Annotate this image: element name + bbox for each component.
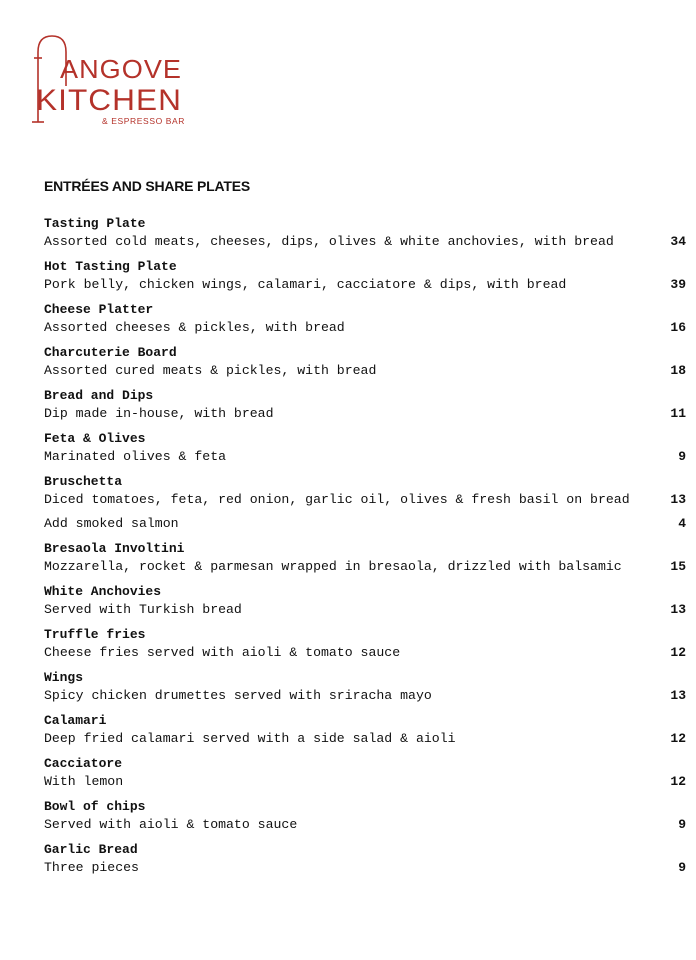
menu-item-name: Feta & Olives xyxy=(44,431,146,446)
menu-item-description: Cheese fries served with aioli & tomato sauce xyxy=(44,645,401,660)
menu-item-name: Garlic Bread xyxy=(44,842,138,857)
section-title: ENTRÉES AND SHARE PLATES xyxy=(44,178,250,194)
menu-item-price: 12 xyxy=(670,774,686,789)
menu-item-name: Charcuterie Board xyxy=(44,345,177,360)
menu-item-price: 9 xyxy=(678,817,686,832)
menu-item-price: 18 xyxy=(670,363,686,378)
menu-item-description: Assorted cheeses & pickles, with bread xyxy=(44,320,345,335)
menu-item xyxy=(44,215,686,251)
menu-item xyxy=(44,258,686,294)
menu-item-price: 9 xyxy=(678,449,686,464)
menu-item-price: 9 xyxy=(678,860,686,875)
logo-line1: ANGOVE xyxy=(60,54,182,84)
menu-item-price: 4 xyxy=(678,516,686,531)
menu-item-description: Pork belly, chicken wings, calamari, cacciatore & dips, with bread xyxy=(44,277,567,292)
menu-item xyxy=(44,626,686,662)
menu-item-name: Hot Tasting Plate xyxy=(44,259,177,274)
menu-item xyxy=(44,387,686,423)
menu-item-name: Calamari xyxy=(44,713,107,728)
menu-list xyxy=(44,215,686,877)
menu-item-name: White Anchovies xyxy=(44,584,162,599)
menu-item-price: 12 xyxy=(670,731,686,746)
menu-item-name: Bresaola Involtini xyxy=(44,541,185,556)
menu-item xyxy=(44,798,686,834)
menu-item-description: Three pieces xyxy=(44,860,139,875)
brand-logo-graphic xyxy=(30,30,190,130)
menu-item-description: Assorted cured meats & pickles, with bread xyxy=(44,363,377,378)
menu-item-description: Add smoked salmon xyxy=(44,516,179,531)
menu-item-description: Dip made in-house, with bread xyxy=(44,406,274,421)
menu-item-price: 15 xyxy=(670,559,686,574)
menu-item-description: Marinated olives & feta xyxy=(44,449,227,464)
menu-item-name: Wings xyxy=(44,670,84,685)
menu-item xyxy=(44,344,686,380)
menu-item-description: Deep fried calamari served with a side salad & aioli xyxy=(44,731,456,746)
menu-item xyxy=(44,540,686,576)
menu-item-name: Truffle fries xyxy=(44,627,146,642)
menu-item xyxy=(44,583,686,619)
logo-line2: KITCHEN xyxy=(36,84,182,117)
menu-item-name: Cheese Platter xyxy=(44,302,154,317)
menu-item-price: 12 xyxy=(670,645,686,660)
menu-item xyxy=(44,430,686,466)
menu-item xyxy=(44,669,686,705)
menu-item xyxy=(44,515,686,533)
menu-item xyxy=(44,712,686,748)
menu-item xyxy=(44,841,686,877)
brand-logo xyxy=(30,30,190,130)
menu-item-description: Diced tomatoes, feta, red onion, garlic oil, olives & fresh basil on bread xyxy=(44,492,630,507)
menu-item-name: Bread and Dips xyxy=(44,388,154,403)
menu-item-price: 34 xyxy=(670,234,686,249)
menu-item-description: Mozzarella, rocket & parmesan wrapped in bresaola, drizzled with balsamic xyxy=(44,559,622,574)
menu-item-description: Assorted cold meats, cheeses, dips, olives & white anchovies, with bread xyxy=(44,234,614,249)
menu-item-price: 39 xyxy=(670,277,686,292)
menu-item-description: Spicy chicken drumettes served with sriracha mayo xyxy=(44,688,432,703)
menu-item-price: 11 xyxy=(670,406,686,421)
menu-item xyxy=(44,473,686,509)
menu-item xyxy=(44,755,686,791)
logo-tagline: & ESPRESSO BAR xyxy=(102,116,186,126)
menu-item-price: 13 xyxy=(670,602,686,617)
menu-item-description: With lemon xyxy=(44,774,124,789)
menu-item-price: 13 xyxy=(670,688,686,703)
menu-item-name: Bowl of chips xyxy=(44,799,146,814)
menu-item xyxy=(44,301,686,337)
menu-item-description: Served with aioli & tomato sauce xyxy=(44,817,298,832)
menu-item-name: Cacciatore xyxy=(44,756,123,771)
menu-item-price: 13 xyxy=(670,492,686,507)
menu-item-price: 16 xyxy=(670,320,686,335)
menu-item-name: Bruschetta xyxy=(44,474,123,489)
menu-item-description: Served with Turkish bread xyxy=(44,602,242,617)
menu-item-name: Tasting Plate xyxy=(44,216,146,231)
